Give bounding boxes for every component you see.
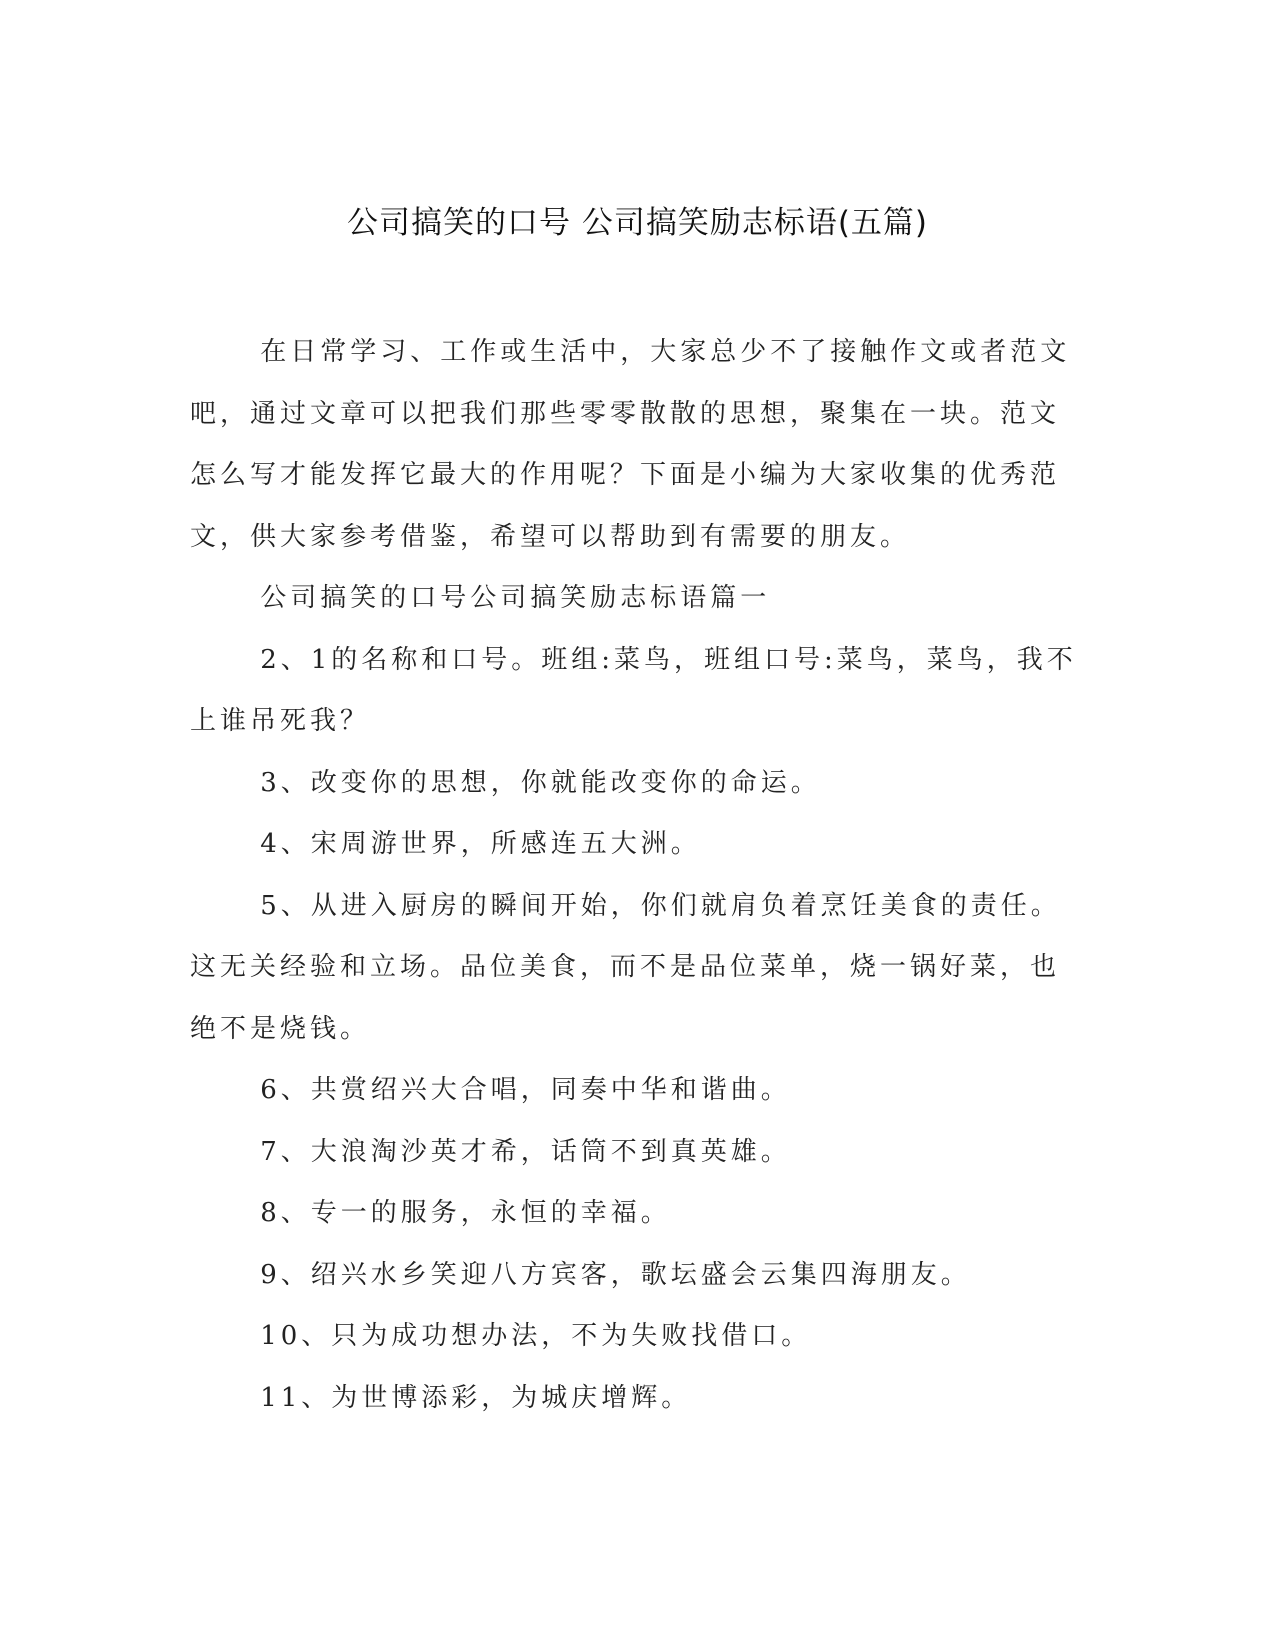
slogan-item: 3、改变你的思想，你就能改变你的命运。 — [260, 767, 821, 798]
document-body — [190, 322, 1080, 1429]
slogan-item: 8、专一的服务，永恒的幸福。 — [260, 1198, 671, 1228]
slogan-item: 7、大浪淘沙英才希，话筒不到真英雄。 — [260, 1136, 791, 1167]
slogan-item: 10、只为成功想办法，不为失败找借口。 — [260, 1321, 812, 1351]
section-heading: 公司搞笑的口号公司搞笑励志标语篇一 — [260, 583, 771, 613]
document-title: 公司搞笑的口号 公司搞笑励志标语(五篇) — [346, 205, 929, 241]
slogan-item: 11、为世博添彩，为城庆增辉。 — [260, 1382, 692, 1413]
slogan-item: 4、宋周游世界，所感连五大洲。 — [260, 829, 701, 859]
intro-paragraph: 在日常学习、工作或生活中，大家总少不了接触作文或者范文吧，通过文章可以把我们那些零零散散的思想，聚集在一块。范文怎么写才能发挥它最大的作用呢？下面是小编为大家收集的优秀范文，供大家参考借鉴，希望可以帮助到有需要的朋友。 — [190, 337, 1071, 552]
slogan-item: 5、从进入厨房的瞬间开始，你们就肩负着烹饪美食的责任。这无关经验和立场。品位美食，而不是品位菜单，烧一锅好菜，也绝不是烧钱。 — [190, 890, 1061, 1044]
slogan-item: 2、1的名称和口号。班组:菜鸟，班组口号:菜鸟，菜鸟，我不上谁吊死我？ — [190, 644, 1077, 736]
slogan-item: 6、共赏绍兴大合唱，同奏中华和谐曲。 — [260, 1075, 791, 1105]
slogan-item: 9、绍兴水乡笑迎八方宾客，歌坛盛会云集四海朋友。 — [260, 1259, 971, 1290]
